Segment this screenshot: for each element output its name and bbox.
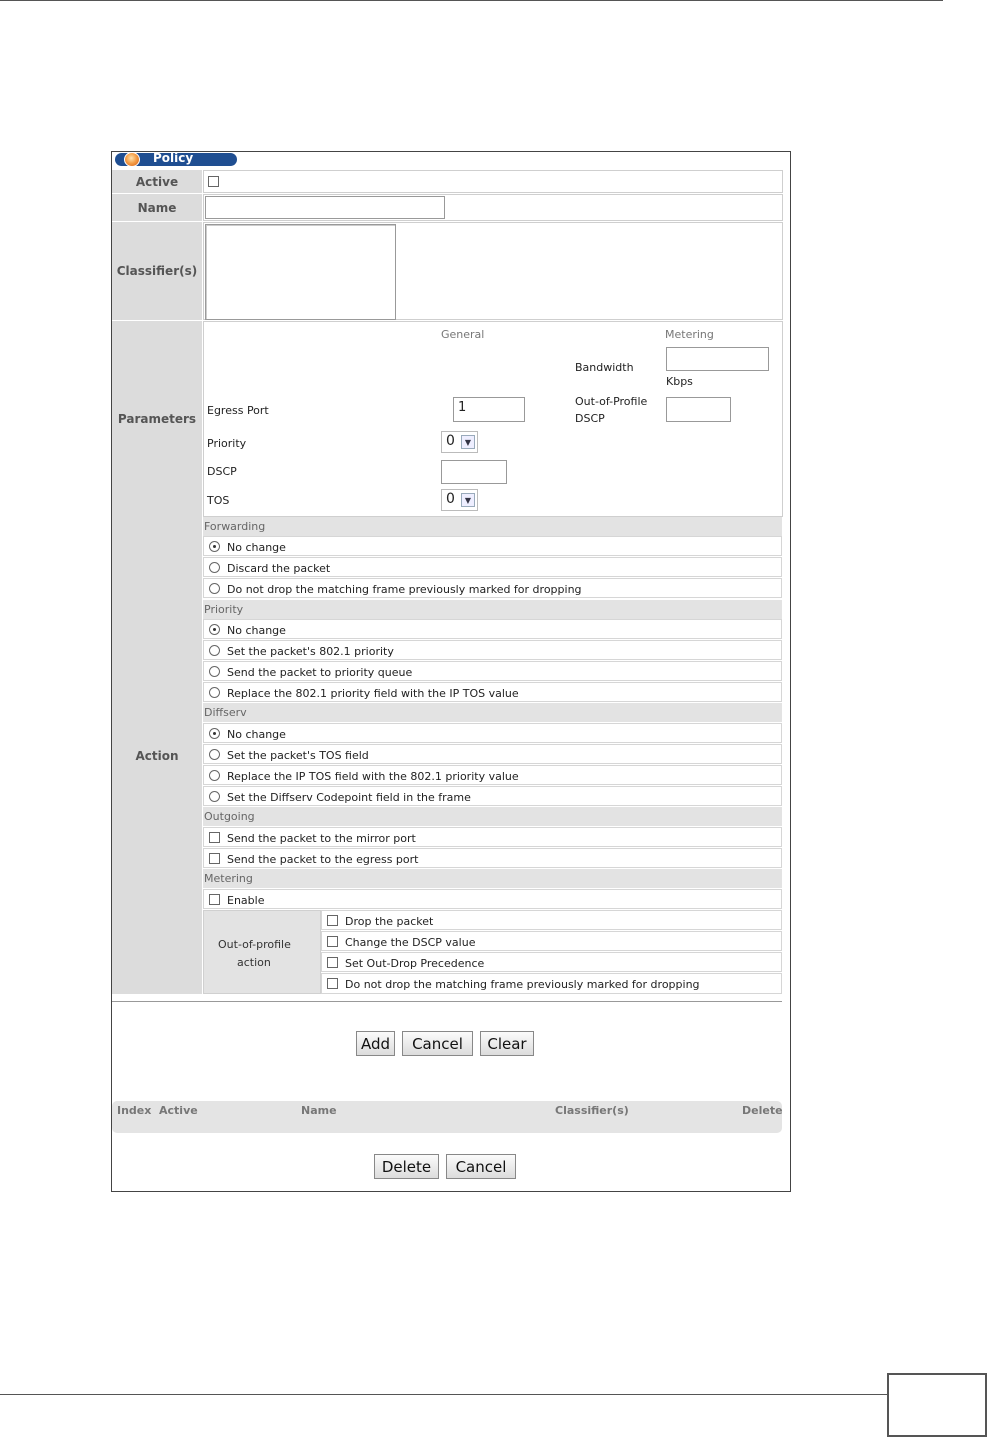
col-name: Name xyxy=(301,1104,337,1117)
out-of-profile-dscp-label: DSCP xyxy=(575,412,605,425)
checkbox[interactable] xyxy=(209,894,220,905)
bandwidth-input[interactable] xyxy=(666,347,769,371)
priority-option[interactable]: Set the packet's 802.1 priority xyxy=(203,640,782,660)
cancel-button[interactable]: Cancel xyxy=(402,1031,473,1056)
col-index: Index xyxy=(117,1104,152,1117)
diffserv-option[interactable]: Set the Diffserv Codepoint field in the frame xyxy=(203,786,782,806)
panel-title: Policy xyxy=(153,151,194,165)
diffserv-option[interactable]: Replace the IP TOS field with the 802.1 priority value xyxy=(203,765,782,785)
forwarding-section: Forwarding xyxy=(203,517,782,536)
divider xyxy=(112,1001,782,1002)
diffserv-option[interactable]: No change xyxy=(203,723,782,743)
priority-select-value: 0 xyxy=(446,433,455,449)
radio[interactable] xyxy=(209,770,220,781)
name-row xyxy=(112,194,782,221)
checkbox[interactable] xyxy=(209,853,220,864)
out-of-profile-label: Out-of-Profile xyxy=(575,395,648,408)
priority-option[interactable]: No change xyxy=(203,619,782,639)
radio[interactable] xyxy=(209,687,220,698)
checkbox[interactable] xyxy=(209,832,220,843)
name-input[interactable] xyxy=(205,196,445,219)
metering-enable-option[interactable]: Enable xyxy=(203,889,782,909)
priority-option[interactable]: Replace the 802.1 priority field with the IP TOS value xyxy=(203,682,782,702)
panel-title-bar xyxy=(115,153,237,166)
col-delete: Delete xyxy=(742,1104,783,1117)
radio[interactable] xyxy=(209,645,220,656)
egress-port-label: Egress Port xyxy=(207,404,269,417)
col-classifiers: Classifier(s) xyxy=(555,1104,629,1117)
priority-select[interactable] xyxy=(441,431,478,453)
outgoing-section: Outgoing xyxy=(203,807,782,826)
out-of-profile-dscp-input[interactable] xyxy=(666,397,731,422)
policy-table-header xyxy=(112,1101,782,1133)
chevron-down-icon: ▼ xyxy=(461,493,475,507)
radio-selected[interactable] xyxy=(209,728,220,739)
bandwidth-label: Bandwidth xyxy=(575,361,634,374)
col-active: Active xyxy=(159,1104,198,1117)
classifiers-row xyxy=(112,222,782,320)
radio[interactable] xyxy=(209,749,220,760)
radio[interactable] xyxy=(209,666,220,677)
page-bottom-rule xyxy=(0,1394,889,1395)
chevron-down-icon: ▼ xyxy=(461,435,475,449)
page-top-rule xyxy=(0,0,943,1)
radio-selected[interactable] xyxy=(209,541,220,552)
bandwidth-unit: Kbps xyxy=(666,375,693,388)
checkbox[interactable] xyxy=(327,978,338,989)
action-row xyxy=(112,517,782,994)
forwarding-option[interactable]: Discard the packet xyxy=(203,557,782,577)
checkbox[interactable] xyxy=(327,915,338,926)
parameters-label: Parameters xyxy=(112,321,202,517)
classifiers-label: Classifier(s) xyxy=(112,222,202,320)
delete-button[interactable]: Delete xyxy=(374,1154,439,1179)
orange-bullet-icon xyxy=(124,152,140,167)
page-number-box xyxy=(887,1373,987,1437)
priority-label: Priority xyxy=(207,437,247,450)
checkbox[interactable] xyxy=(327,957,338,968)
priority-option[interactable]: Send the packet to priority queue xyxy=(203,661,782,681)
parameters-row xyxy=(112,321,782,517)
active-row xyxy=(112,170,782,193)
oop-option[interactable]: Set Out-Drop Precedence xyxy=(321,952,782,972)
radio[interactable] xyxy=(209,583,220,594)
clear-button[interactable]: Clear xyxy=(480,1031,534,1056)
general-header: General xyxy=(441,328,485,341)
checkbox[interactable] xyxy=(327,936,338,947)
cancel-delete-button[interactable]: Cancel xyxy=(446,1154,516,1179)
dscp-input[interactable] xyxy=(441,460,507,484)
oop-option[interactable]: Change the DSCP value xyxy=(321,931,782,951)
add-button[interactable]: Add xyxy=(356,1031,395,1056)
name-label: Name xyxy=(112,194,202,221)
diffserv-option[interactable]: Set the packet's TOS field xyxy=(203,744,782,764)
forwarding-option[interactable]: Do not drop the matching frame previously marked for dropping xyxy=(203,578,782,598)
outgoing-option[interactable]: Send the packet to the egress port xyxy=(203,848,782,868)
outgoing-option[interactable]: Send the packet to the mirror port xyxy=(203,827,782,847)
tos-select[interactable] xyxy=(441,489,478,511)
policy-panel xyxy=(111,151,791,1192)
out-of-profile-action-label: Out-of-profile action xyxy=(203,910,321,994)
diffserv-section: Diffserv xyxy=(203,703,782,722)
oop-option[interactable]: Drop the packet xyxy=(321,910,782,930)
tos-label: TOS xyxy=(207,494,230,507)
priority-section: Priority xyxy=(203,600,782,619)
metering-header: Metering xyxy=(665,328,714,341)
dscp-label: DSCP xyxy=(207,465,237,478)
radio[interactable] xyxy=(209,562,220,573)
egress-port-input[interactable]: 1 xyxy=(453,397,525,422)
radio[interactable] xyxy=(209,791,220,802)
radio-selected[interactable] xyxy=(209,624,220,635)
oop-option[interactable]: Do not drop the matching frame previously marked for dropping xyxy=(321,973,782,994)
active-label: Active xyxy=(112,170,202,193)
forwarding-option[interactable]: No change xyxy=(203,536,782,556)
action-label: Action xyxy=(112,517,202,994)
metering-section: Metering xyxy=(203,869,782,888)
classifiers-listbox[interactable] xyxy=(205,224,396,320)
active-checkbox[interactable] xyxy=(208,176,219,187)
tos-select-value: 0 xyxy=(446,491,455,507)
